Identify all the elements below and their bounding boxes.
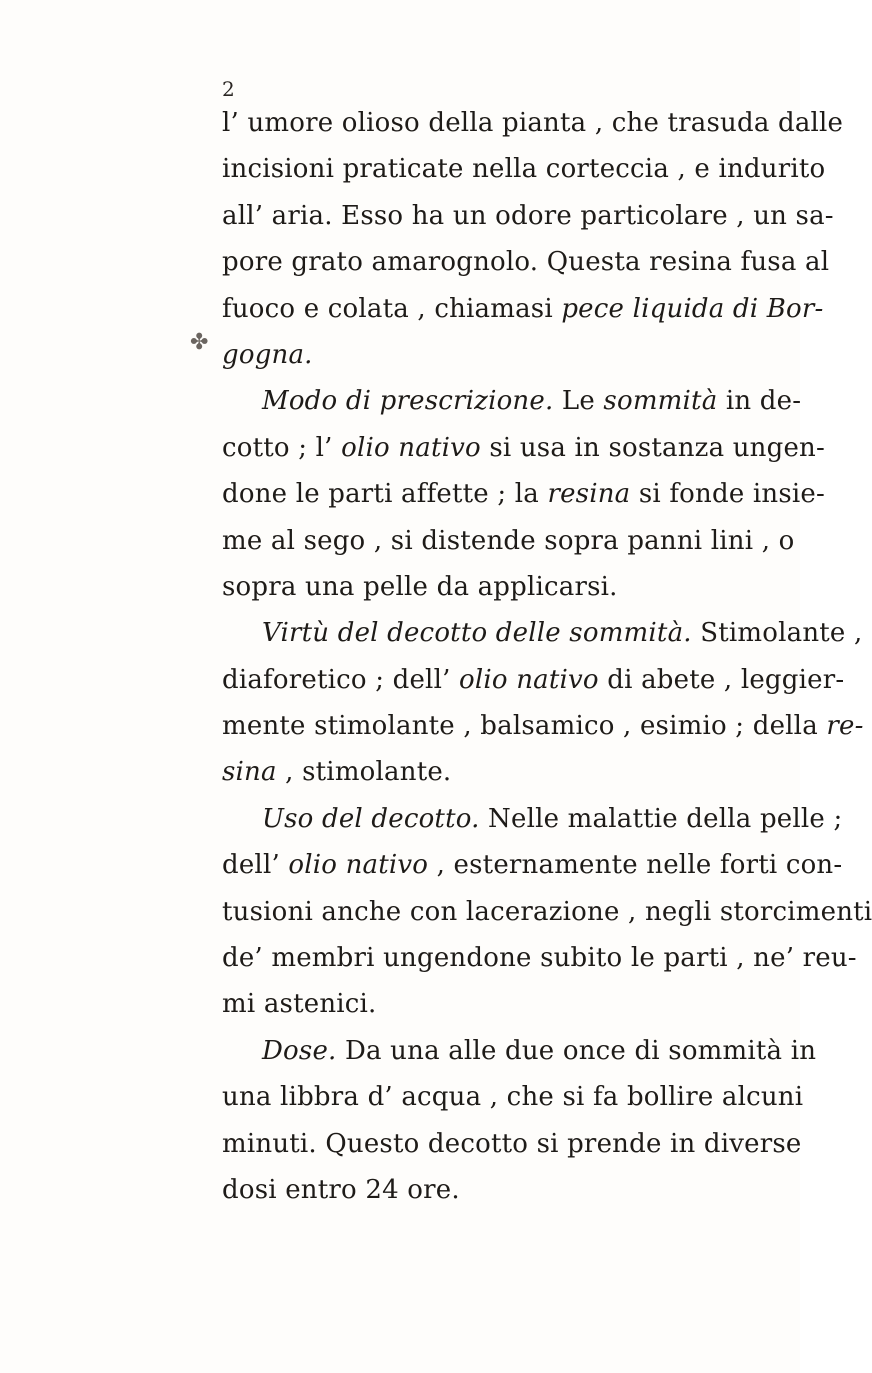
- text-line: [222, 703, 864, 749]
- text-segment: diaforetico ; dell’: [222, 664, 460, 695]
- text-segment: si fonde insie-: [630, 479, 825, 510]
- italic-text-segment: Dose.: [262, 1035, 337, 1066]
- text-line: [222, 564, 782, 610]
- text-segment: Da una alle due once di sommità in: [336, 1035, 817, 1066]
- text-segment: mi astenici.: [222, 989, 377, 1020]
- italic-text-segment: olio nativo: [288, 850, 429, 881]
- text-line: [222, 610, 863, 656]
- text-line: [222, 842, 843, 888]
- text-segment: Le: [553, 386, 604, 417]
- text-line: [222, 518, 795, 564]
- text-line: [222, 1167, 782, 1213]
- italic-text-segment: sina: [222, 757, 277, 788]
- text-segment: l’ umore olioso della pianta , che trasuda dalle: [222, 108, 844, 138]
- text-segment: all’ aria. Esso ha un odore particolare , un sa-: [222, 200, 834, 231]
- italic-text-segment: resina: [547, 479, 631, 510]
- body-text: [222, 100, 872, 1213]
- text-segment: mente stimolante , balsamico , esimio ; della: [222, 711, 827, 742]
- text-line: [222, 378, 802, 424]
- text-line: [222, 239, 830, 285]
- text-segment: sopra una pelle da applicarsi.: [222, 571, 618, 602]
- text-line: [222, 1074, 804, 1120]
- text-line: [222, 749, 782, 795]
- text-segment: minuti. Questo decotto si prende in diverse: [222, 1128, 802, 1159]
- italic-text-segment: gogna.: [222, 339, 313, 370]
- italic-text-segment: Uso del decotto.: [262, 803, 480, 834]
- text-line: [222, 471, 825, 517]
- text-segment: pore grato amarognolo. Questa resina fusa al: [222, 247, 830, 278]
- text-line: [222, 981, 782, 1027]
- text-segment: done le parti affette ; la: [222, 479, 548, 510]
- text-line: [222, 146, 826, 192]
- text-segment: dell’: [222, 850, 289, 881]
- text-line: [222, 657, 845, 703]
- text-line: [222, 286, 824, 332]
- text-line: [222, 425, 825, 471]
- text-line: [222, 332, 782, 378]
- text-segment: de’ membri ungendone subito le parti , ne’ reu-: [222, 943, 857, 974]
- italic-text-segment: Modo di prescrizione.: [262, 386, 554, 417]
- text-segment: Stimolante ,: [691, 618, 863, 649]
- text-segment: fuoco e colata , chiamasi: [222, 293, 562, 324]
- text-line: [222, 100, 844, 146]
- text-line: [222, 193, 834, 239]
- text-segment: in de-: [717, 386, 802, 417]
- text-segment: , stimolante.: [276, 757, 452, 788]
- text-segment: dosi entro 24 ore.: [222, 1174, 460, 1205]
- margin-ornament-icon: ✤: [190, 330, 209, 355]
- text-segment: , esternamente nelle forti con-: [428, 850, 843, 881]
- text-segment: una libbra d’ acqua , che si fa bollire alcuni: [222, 1082, 804, 1113]
- italic-text-segment: olio nativo: [341, 432, 481, 463]
- text-segment: incisioni praticate nella corteccia , e indurito: [222, 154, 826, 185]
- text-segment: Nelle malattie della pelle ;: [479, 803, 843, 834]
- text-line: [222, 1121, 802, 1167]
- italic-text-segment: sommità: [603, 386, 718, 417]
- italic-text-segment: Virtù del decotto delle sommità.: [262, 618, 692, 649]
- text-segment: si usa in sostanza ungen-: [480, 432, 825, 463]
- italic-text-segment: olio nativo: [459, 664, 599, 695]
- text-line: [222, 889, 872, 935]
- text-segment: cotto ; l’: [222, 432, 342, 463]
- text-line: [222, 796, 843, 842]
- text-line: [222, 1028, 817, 1074]
- text-segment: me al sego , si distende sopra panni lini , o: [222, 525, 795, 556]
- text-segment: tusioni anche con lacerazione , negli storcimenti: [222, 896, 872, 927]
- page-number: 2: [222, 77, 235, 101]
- text-line: [222, 935, 857, 981]
- italic-text-segment: re-: [826, 711, 864, 742]
- text-segment: di abete , leggier-: [598, 664, 845, 695]
- italic-text-segment: pece liquida di Bor-: [561, 293, 824, 324]
